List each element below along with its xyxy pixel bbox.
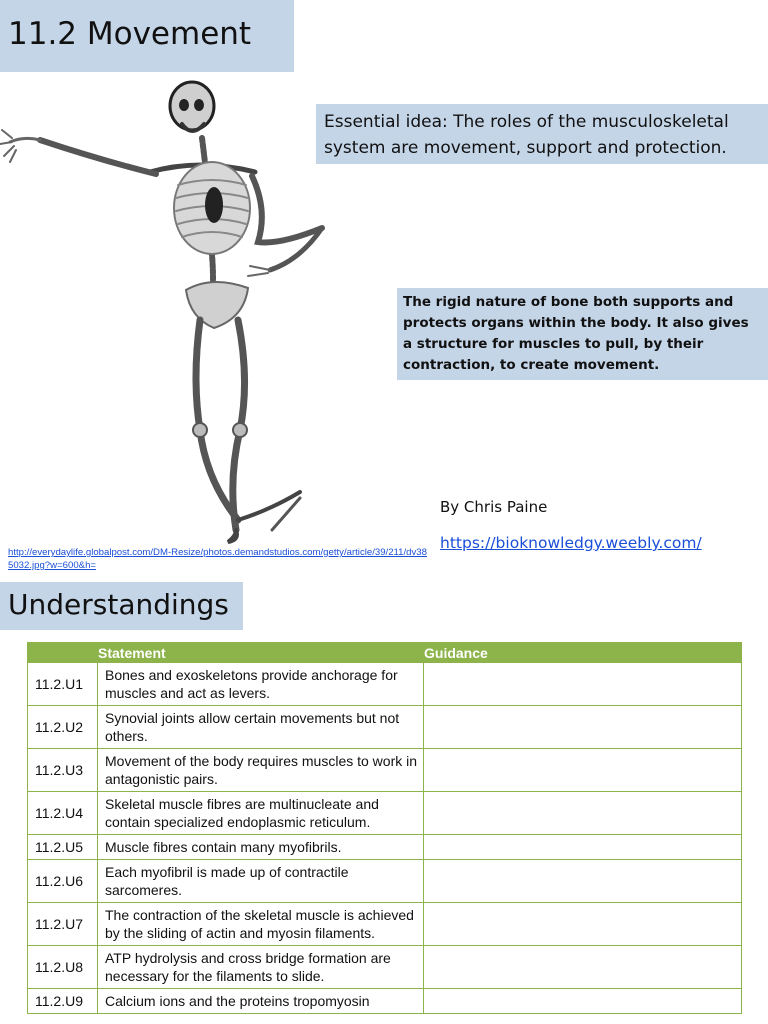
row-guidance — [424, 792, 742, 835]
table-row — [28, 835, 742, 860]
row-statement: Movement of the body requires muscles to work in antagonistic pairs. — [98, 749, 424, 792]
row-statement: Muscle fibres contain many myofibrils. — [98, 835, 424, 860]
row-statement: The contraction of the skeletal muscle is achieved by the sliding of actin and myosin filaments. — [98, 903, 424, 946]
row-statement: Synovial joints allow certain movements but not others. — [98, 706, 424, 749]
summary-box: The rigid nature of bone both supports and protects organs within the body. It also gives a structure for muscles to pull, by their contraction, to create movement. — [397, 288, 768, 380]
table-row — [28, 749, 742, 792]
table-row — [28, 946, 742, 989]
row-guidance — [424, 663, 742, 706]
row-id: 11.2.U5 — [28, 835, 98, 860]
row-id: 11.2.U4 — [28, 792, 98, 835]
header-id — [28, 643, 98, 663]
row-guidance — [424, 946, 742, 989]
table-row — [28, 860, 742, 903]
row-guidance — [424, 835, 742, 860]
page-title: 11.2 Movement — [8, 16, 252, 52]
table-row — [28, 706, 742, 749]
row-id: 11.2.U8 — [28, 946, 98, 989]
table-row — [28, 989, 742, 1014]
row-guidance — [424, 903, 742, 946]
image-source-link[interactable]: http://everydaylife.globalpost.com/DM-Resize/photos.demandstudios.com/getty/article/39/211/dv385032.jpg?w=600&h= — [8, 547, 427, 571]
table-row — [28, 792, 742, 835]
row-statement: Bones and exoskeletons provide anchorage for muscles and act as levers. — [98, 663, 424, 706]
row-id: 11.2.U2 — [28, 706, 98, 749]
row-statement: ATP hydrolysis and cross bridge formation are necessary for the filaments to slide. — [98, 946, 424, 989]
row-guidance — [424, 860, 742, 903]
row-id: 11.2.U9 — [28, 989, 98, 1014]
table-row — [28, 663, 742, 706]
row-guidance — [424, 749, 742, 792]
skeleton-image — [0, 80, 335, 550]
author-credit: By Chris Paine — [440, 498, 548, 516]
essential-idea-box: Essential idea: The roles of the musculoskeletal system are movement, support and protection. — [316, 104, 768, 164]
row-statement: Calcium ions and the proteins tropomyosin — [98, 989, 424, 1014]
table-row — [28, 903, 742, 946]
header-guidance: Guidance — [424, 643, 742, 663]
row-statement: Each myofibril is made up of contractile sarcomeres. — [98, 860, 424, 903]
row-id: 11.2.U6 — [28, 860, 98, 903]
row-id: 11.2.U3 — [28, 749, 98, 792]
row-guidance — [424, 989, 742, 1014]
row-id: 11.2.U7 — [28, 903, 98, 946]
section-banner — [0, 582, 243, 630]
title-banner — [0, 0, 294, 72]
row-statement: Skeletal muscle fibres are multinucleate and contain specialized endoplasmic reticulum. — [98, 792, 424, 835]
website-link[interactable]: https://bioknowledgy.weebly.com/ — [440, 534, 702, 552]
section-title: Understandings — [8, 588, 229, 621]
row-id: 11.2.U1 — [28, 663, 98, 706]
understandings-table — [27, 642, 742, 1014]
header-statement: Statement — [98, 643, 424, 663]
table-header-row — [28, 643, 742, 663]
row-guidance — [424, 706, 742, 749]
